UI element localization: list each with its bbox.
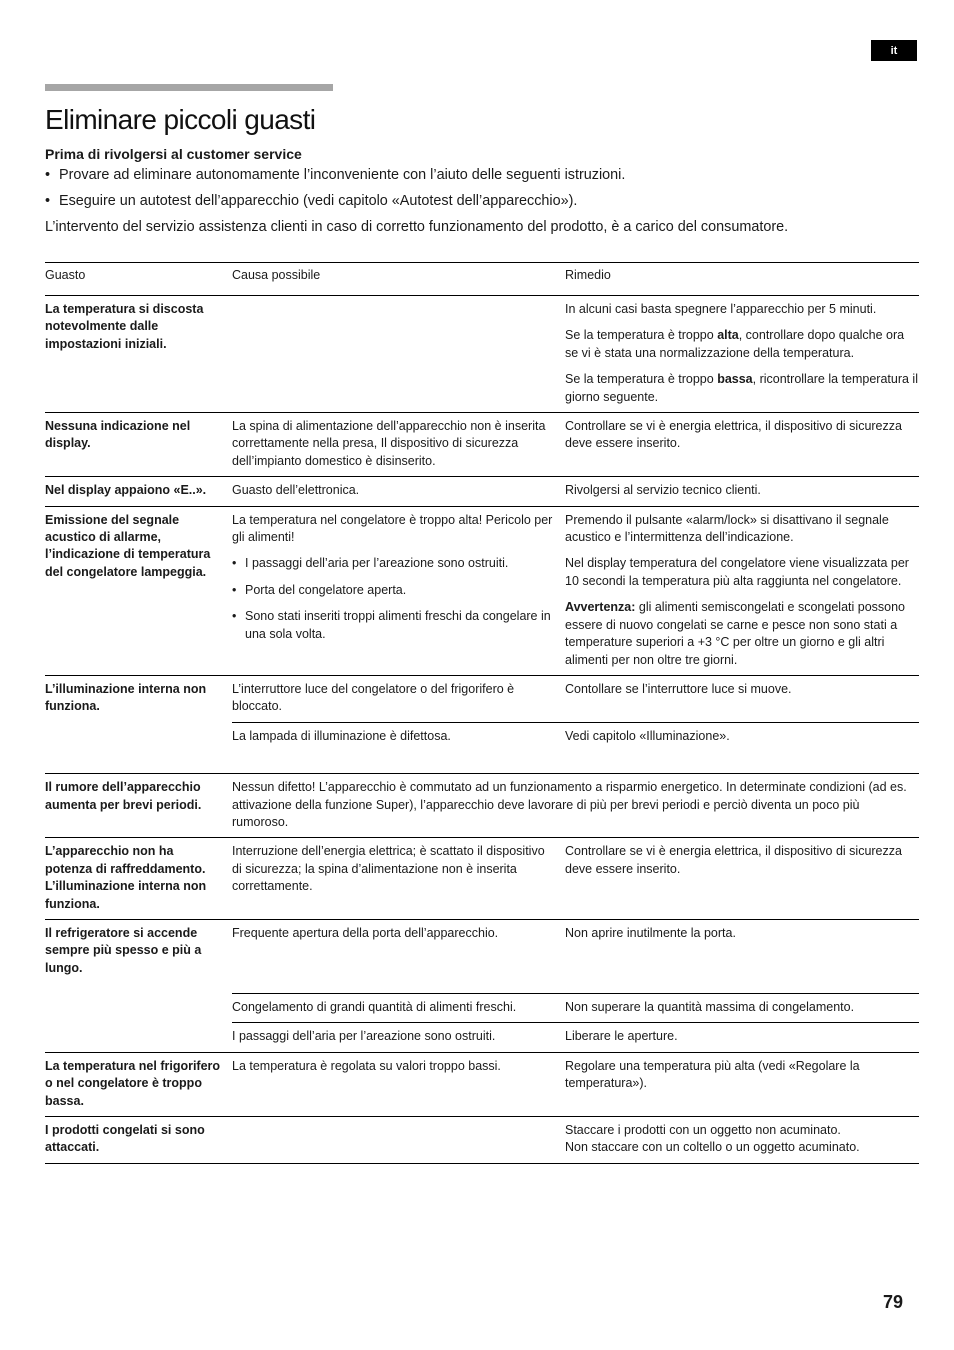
cell-rimedio: [565, 296, 919, 413]
cell-causa: [232, 506, 565, 675]
cell-rimedio: Contollare se l’interruttore luce si muove.: [565, 675, 919, 722]
table-row: [45, 413, 919, 477]
cell-rimedio: Controllare se vi è energia elettrica, il dispositivo di sicurezza deve essere inserito.: [565, 413, 919, 477]
cell-causa: La spina di alimentazione dell’apparecchio non è inserita correttamente nella presa, Il dispositivo di sicurezza dell’impianto domestico è disinserito.: [232, 413, 565, 477]
table-row: [45, 675, 919, 722]
troubleshooting-table: [45, 262, 919, 1164]
intro-bullets: [45, 166, 925, 218]
header-causa: Causa possibile: [232, 263, 565, 296]
rimedio-text: Non staccare con un coltello o un oggetto acuminato.: [565, 1140, 860, 1155]
intro-bullet: • Provare ad eliminare autonomamente l’inconveniente con l’aiuto delle seguenti istruzioni.: [45, 166, 925, 184]
causa-bullet: • I passaggi dell’aria per l’areazione sono ostruiti.: [232, 555, 553, 572]
causa-bullet: • Sono stati inseriti troppi alimenti freschi da congelare in una sola volta.: [232, 608, 553, 643]
cell-causa: Guasto dell’elettronica.: [232, 477, 565, 506]
cell-rimedio: [565, 1117, 919, 1164]
table-row: [45, 477, 919, 506]
cell-guasto: Il refrigeratore si accende sempre più spesso e più a lungo.: [45, 919, 232, 1052]
cell-rimedio: Rivolgersi al servizio tecnico clienti.: [565, 477, 919, 506]
rimedio-text: Regolare una temperatura più alta (vedi «Regolare la temperatura»).: [565, 1058, 860, 1091]
cell-causa: [232, 296, 565, 413]
cell-causa: Interruzione dell’energia elettrica; è scattato il dispositivo di sicurezza; la spina d’alimentazione non è inserita correttamente.: [232, 838, 565, 920]
cell-rimedio: Non superare la quantità massima di congelamento.: [565, 993, 919, 1022]
table-header-row: [45, 263, 919, 296]
cell-guasto: La temperatura si discosta notevolmente dalle impostazioni iniziali.: [45, 296, 232, 413]
intro-note: L’intervento del servizio assistenza clienti in caso di corretto funzionamento del prodotto, è a carico del consumatore.: [45, 219, 789, 235]
rimedio-text: Staccare i prodotti con un oggetto non acuminato.: [565, 1123, 841, 1137]
cell-causa: Congelamento di grandi quantità di alimenti freschi.: [232, 993, 565, 1022]
table-row: [45, 919, 919, 993]
table-row: [45, 774, 919, 838]
section-rule: [45, 84, 333, 91]
rimedio-text: Se la temperatura è troppo alta, controllare dopo qualche ora se vi è stata una normalizzazione della temperatura.: [565, 328, 905, 360]
cell-causa: Nessun difetto! L’apparecchio è commutato ad un funzionamento a risparmio energetico. In determinate condizioni (ad es. attivazione della funzione Super), l’apparecchio deve lavorare di più per brevi periodi e perciò diventa un poco più rumoroso.: [232, 774, 919, 838]
causa-text: La temperatura nel congelatore è troppo alta! Pericolo per gli alimenti!: [232, 512, 553, 545]
cell-rimedio: [565, 506, 919, 675]
cell-causa: La lampada di illuminazione è difettosa.: [232, 722, 565, 773]
rimedio-text: Se la temperatura è troppo bassa, ricontrollare la temperatura il giorno seguente.: [565, 372, 918, 404]
cell-rimedio: Liberare le aperture.: [565, 1023, 919, 1052]
cell-guasto: La temperatura nel frigorifero o nel congelatore è troppo bassa.: [45, 1052, 232, 1116]
page-number: 79: [883, 1292, 904, 1312]
rimedio-text: In alcuni casi basta spegnere l’apparecchio per 5 minuti.: [565, 302, 877, 316]
causa-bullet: • Porta del congelatore aperta.: [232, 582, 553, 599]
cell-causa: La temperatura è regolata su valori troppo bassi.: [232, 1052, 565, 1116]
cell-rimedio: Vedi capitolo «Illuminazione».: [565, 722, 919, 773]
table-row: [45, 1117, 919, 1164]
cell-guasto: Nessuna indicazione nel display.: [45, 413, 232, 477]
cell-guasto: Nel display appaiono «E..».: [45, 477, 232, 506]
page-title: Eliminare piccoli guasti: [45, 104, 316, 135]
cell-guasto: I prodotti congelati si sono attaccati.: [45, 1117, 232, 1164]
intro-bullet: • Eseguire un autotest dell’apparecchio (vedi capitolo «Autotest dell’apparecchio»).: [45, 192, 925, 210]
cell-guasto: L’illuminazione interna non funziona.: [45, 675, 232, 773]
cell-causa: [232, 1117, 565, 1164]
cell-guasto: Emissione del segnale acustico di allarme, l’indicazione di temperatura del congelatore lampeggia.: [45, 506, 232, 675]
header-guasto: Guasto: [45, 263, 232, 296]
language-tab: it: [871, 40, 917, 61]
table-row: [45, 838, 919, 920]
cell-rimedio: Controllare se vi è energia elettrica, il dispositivo di sicurezza deve essere inserito.: [565, 838, 919, 920]
cell-causa: I passaggi dell’aria per l’areazione sono ostruiti.: [232, 1023, 565, 1052]
table-row: [45, 1052, 919, 1116]
cell-rimedio: [565, 1052, 919, 1116]
header-rimedio: Rimedio: [565, 263, 919, 296]
cell-rimedio: Non aprire inutilmente la porta.: [565, 919, 919, 993]
cell-guasto: Il rumore dell’apparecchio aumenta per brevi periodi.: [45, 774, 232, 838]
table-row: [45, 506, 919, 675]
cell-causa: L’interruttore luce del congelatore o del frigorifero è bloccato.: [232, 675, 565, 722]
rimedio-warning: Avvertenza: gli alimenti semiscongelati e scongelati possono essere di nuovo congelati se carne e pesce non sono stati a temperature superiori a +3 °C per oltre un giorno e gli altri alimenti per non oltre tre giorni.: [565, 600, 905, 667]
table-row: [45, 296, 919, 413]
intro-subtitle: Prima di rivolgersi al customer service: [45, 146, 302, 162]
cell-guasto: L’apparecchio non ha potenza di raffreddamento. L’illuminazione interna non funziona.: [45, 838, 232, 920]
cell-causa: Frequente apertura della porta dell’apparecchio.: [232, 919, 565, 993]
rimedio-text: Nel display temperatura del congelatore viene visualizzata per 10 secondi la temperatura più alta raggiunta nel congelatore.: [565, 556, 909, 588]
rimedio-text: Premendo il pulsante «alarm/lock» si disattivano il segnale acustico e l’intermittenza dell’indicazione.: [565, 512, 889, 545]
